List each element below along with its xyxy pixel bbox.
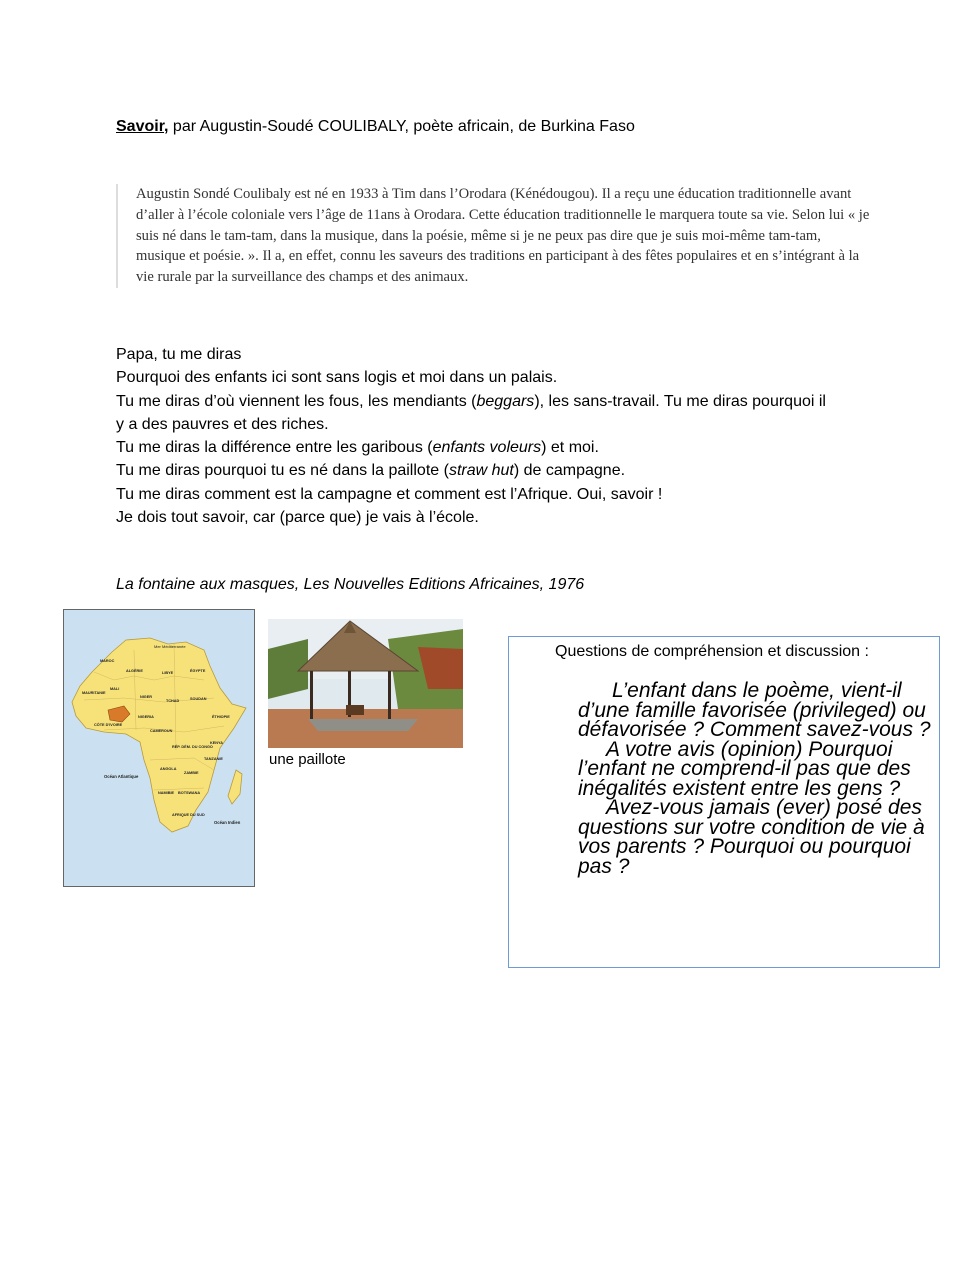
map-label: MALI [110, 687, 120, 691]
poem-text: Tu me diras pourquoi tu es né dans la paillote ( [116, 462, 449, 480]
poem-text: ), les sans-travail. Tu me diras pourquoi il y a des pauvres et des riches. [116, 392, 826, 433]
questions-heading: Questions de compréhension et discussion : [555, 643, 869, 660]
poem-text: ) de campagne. [513, 462, 626, 480]
africa-map [63, 609, 255, 887]
title-bold: Savoir, [116, 118, 169, 135]
poem [116, 343, 836, 529]
map-label: NIGER [140, 695, 153, 699]
map-label: Océan Atlantique [104, 774, 139, 779]
map-label: ALGÉRIE [126, 669, 143, 673]
map-label: NIGERIA [138, 715, 154, 719]
poem-line [116, 390, 836, 437]
question-3: Avez-vous jamais (ever) posé des questions sur votre condition de vie à vos parents ? Pourquoi ou pourquoi pas ? [578, 796, 925, 878]
question-1: L’enfant dans le poème, vient-il d’une famille favorisée (privileged) ou défavorisée ? Comment savez-vous ? [578, 679, 931, 741]
map-label: Mer Méditerranée [154, 644, 186, 649]
map-label: CÔTE D'IVOIRE [94, 723, 123, 727]
source-citation: La fontaine aux masques, Les Nouvelles Editions Africaines, 1976 [116, 576, 585, 593]
map-label: TCHAD [166, 699, 180, 703]
map-label: LIBYE [162, 671, 174, 675]
poem-gloss: straw hut [448, 462, 514, 480]
map-label: ZAMBIE [184, 771, 199, 775]
poem-line: Je dois tout savoir, car (parce que) je vais à l’école. [116, 509, 479, 527]
map-label: SOUDAN [190, 697, 207, 701]
poem-line: Tu me diras comment est la campagne et comment est l’Afrique. Oui, savoir ! [116, 485, 663, 503]
paillote-photo [268, 619, 463, 748]
map-label: ÉTHIOPIE [212, 715, 230, 719]
map-label: AFRIQUE DU SUD [172, 813, 205, 817]
photo-caption: une paillote [269, 751, 346, 768]
poem-text: Tu me diras la différence entre les garibous ( [116, 439, 433, 457]
poem-gloss: beggars [476, 392, 535, 410]
map-label: RÉP. DÉM. DU CONGO [172, 745, 213, 749]
map-label: TANZANIE [204, 757, 223, 761]
map-label: Océan Indien [214, 820, 241, 825]
poem-line: Papa, tu me diras [116, 346, 242, 363]
map-label: KENYA [210, 741, 223, 745]
poem-line [116, 459, 836, 482]
questions-box [508, 636, 940, 968]
document-title [116, 118, 635, 136]
paillote-photo-svg [268, 619, 463, 748]
map-label: ANGOLA [160, 767, 177, 771]
poem-gloss: enfants voleurs [432, 439, 542, 457]
map-label: BOTSWANA [178, 791, 201, 795]
questions-list [578, 681, 934, 876]
poem-text: ) et moi. [541, 439, 599, 457]
poem-text: Tu me diras d’où viennent les fous, les mendiants ( [116, 392, 477, 410]
title-rest: par Augustin-Soudé COULIBALY, poète africain, de Burkina Faso [168, 118, 635, 135]
poem-line: Pourquoi des enfants ici sont sans logis et moi dans un palais. [116, 369, 558, 387]
map-label: NAMIBIE [158, 791, 175, 795]
author-biography: Augustin Sondé Coulibaly est né en 1933 à Tim dans l’Orodara (Kénédougou). Il a reçu une éducation traditionnelle avant d’aller à l’école coloniale vers l’âge de 11ans à Orodara. Cette éducation traditionnelle le marquera toute sa vie. Selon lui « je suis né dans le tam-tam, dans la musique, dans la poésie, même si je ne peux pas dire que je suis moi-même tam-tam, musique et poésie. ». Il a, en effet, connu les saveurs des traditions en participant à des fêtes populaires et en s’intégrant à la vie rurale par la surveillance des champs et des animaux. [116, 184, 871, 288]
map-label: MAURITANIE [82, 691, 106, 695]
poem-line [116, 436, 836, 459]
map-label: ÉGYPTE [190, 669, 206, 673]
africa-map-svg [64, 610, 254, 886]
map-label: CAMEROUN [150, 729, 173, 733]
map-label: MAROC [100, 659, 115, 663]
question-2: A votre avis (opinion) Pourquoi l’enfant ne comprend-il pas que des inégalités existent entre les gens ? [578, 737, 911, 800]
